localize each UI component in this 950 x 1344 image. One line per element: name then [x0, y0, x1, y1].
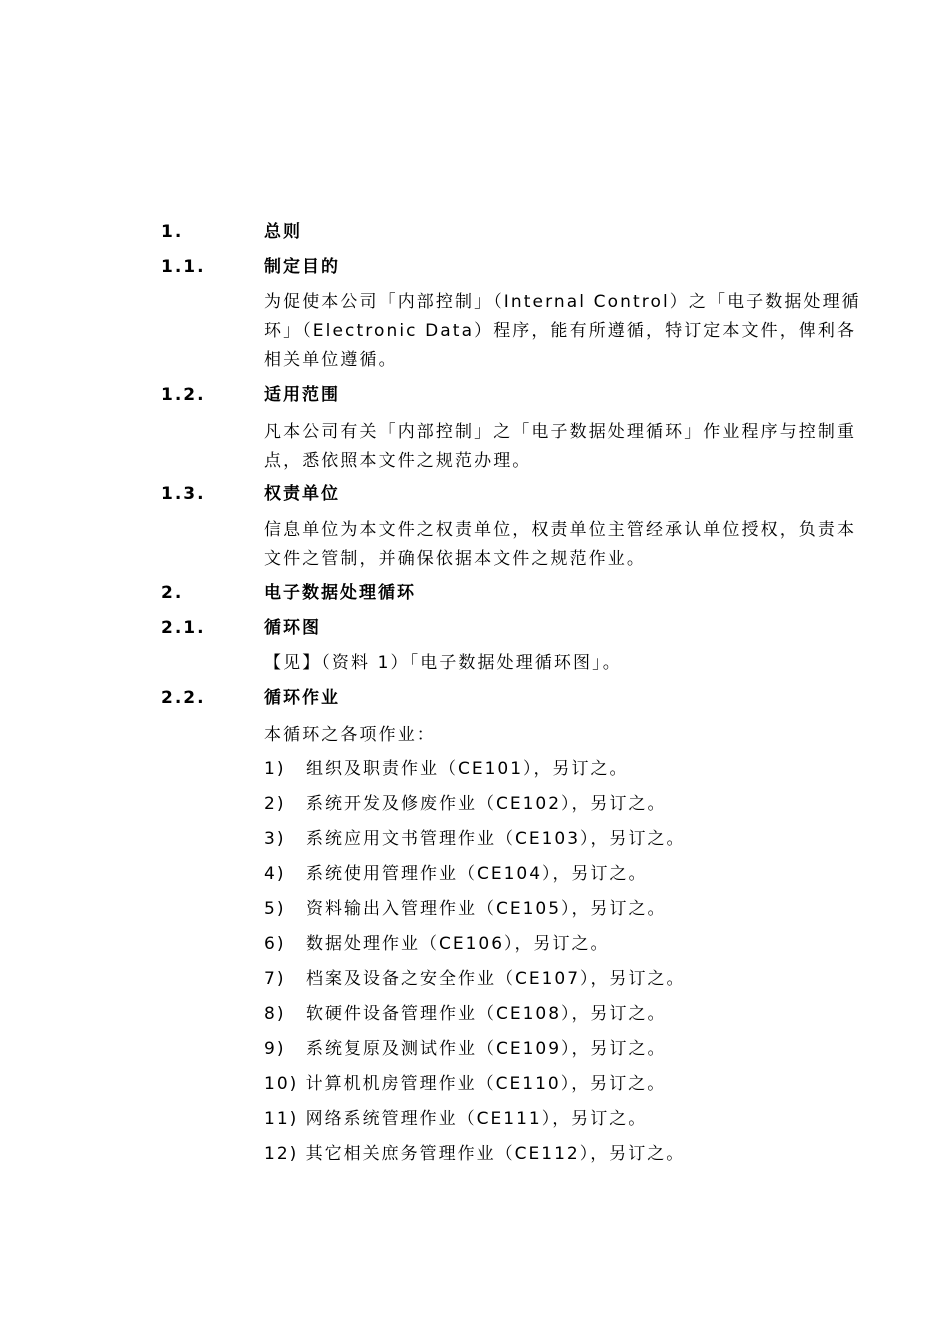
- section-number: 2.2.: [161, 688, 206, 708]
- list-item-number: 6): [264, 934, 286, 954]
- section-number: 1.2.: [161, 385, 206, 405]
- list-item-number: 7): [264, 969, 286, 989]
- section-title: 循环作业: [264, 688, 340, 708]
- section-title: 制定目的: [264, 257, 340, 277]
- list-item: 12) 其它相关庶务管理作业（CE112），另订之。: [264, 1144, 686, 1164]
- list-item-number: 3): [264, 829, 286, 849]
- section-title: 电子数据处理循环: [264, 583, 416, 603]
- list-item: 11) 网络系统管理作业（CE111），另订之。: [264, 1109, 648, 1129]
- list-item: 系统开发及修废作业（CE102），另订之。: [306, 794, 667, 814]
- section-number: 1.1.: [161, 257, 206, 277]
- section-title: 循环图: [264, 618, 321, 638]
- list-item-number: 4): [264, 864, 286, 884]
- section-body: 【见】（资料 1）「电子数据处理循环图」。: [264, 653, 622, 673]
- section-body: 凡本公司有关「内部控制」之「电子数据处理循环」作业程序与控制重点，悉依照本文件之规范办理。: [264, 422, 857, 471]
- list-item-number: 5): [264, 899, 286, 919]
- section-number: 1.3.: [161, 484, 206, 504]
- section-title: 适用范围: [264, 385, 340, 405]
- list-item-number: 8): [264, 1004, 286, 1024]
- section-number: 2.1.: [161, 618, 206, 638]
- section-title: 总则: [264, 222, 302, 242]
- list-item: 档案及设备之安全作业（CE107），另订之。: [306, 969, 686, 989]
- section-body: 为促使本公司「内部控制」（Internal Control）之「电子数据处理循环」（Electronic Data）程序，能有所遵循，特订定本文件，俾利各相关单位遵循。: [264, 292, 861, 370]
- section-intro: 本循环之各项作业：: [264, 725, 436, 745]
- section-body: 信息单位为本文件之权责单位，权责单位主管经承认单位授权，负责本文件之管制，并确保依据本文件之规范作业。: [264, 520, 857, 569]
- section-title: 权责单位: [264, 484, 340, 504]
- list-item-number: 1): [264, 759, 286, 779]
- list-item: 资料输出入管理作业（CE105），另订之。: [306, 899, 667, 919]
- list-item: 组织及职责作业（CE101），另订之。: [306, 759, 629, 779]
- list-item-number: 2): [264, 794, 286, 814]
- list-item: 数据处理作业（CE106），另订之。: [306, 934, 610, 954]
- list-item: 系统复原及测试作业（CE109），另订之。: [306, 1039, 667, 1059]
- section-number: 1.: [161, 222, 184, 242]
- list-item: 10) 计算机机房管理作业（CE110），另订之。: [264, 1074, 667, 1094]
- section-number: 2.: [161, 583, 184, 603]
- list-item: 软硬件设备管理作业（CE108），另订之。: [306, 1004, 667, 1024]
- list-item: 系统使用管理作业（CE104），另订之。: [306, 864, 648, 884]
- list-item: 系统应用文书管理作业（CE103），另订之。: [306, 829, 686, 849]
- list-item-number: 9): [264, 1039, 286, 1059]
